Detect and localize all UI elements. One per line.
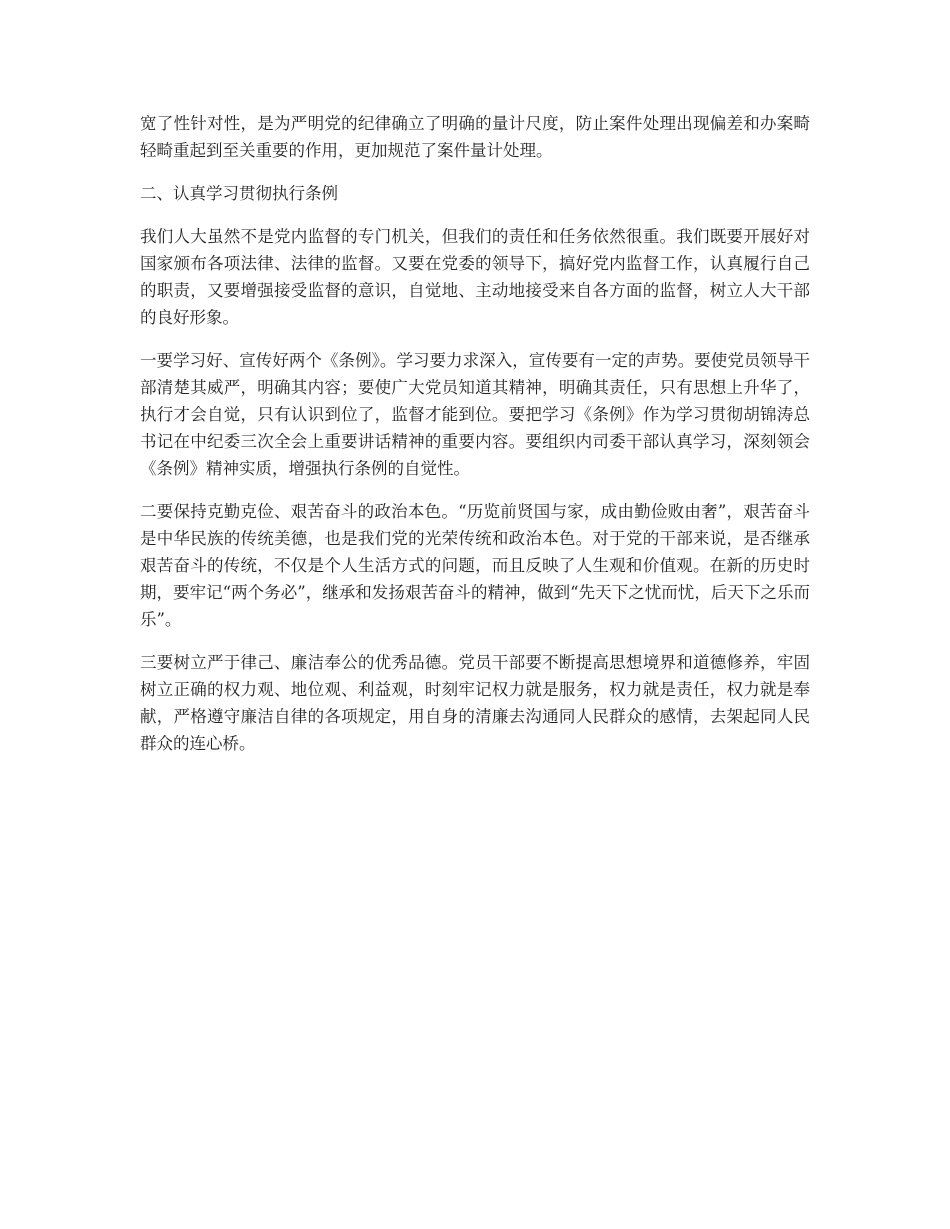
paragraph-continuation: 宽了性针对性，是为严明党的纪律确立了明确的量计尺度，防止案件处理出现偏差和办案畸轻畸重起到至关重要的作用，更加规范了案件量计处理。 bbox=[140, 114, 810, 160]
section-heading: 二、认真学习贯彻执行条例 bbox=[140, 184, 338, 203]
paragraph-intro: 我们人大虽然不是党内监督的专门机关，但我们的责任和任务依然很重。我们既要开展好对国家颁布各项法律、法律的监督。又要在党委的领导下，搞好党内监督工作，认真履行自己的职责，又要增强接受监督的意识，自觉地、主动地接受来自各方面的监督，树立人大干部的良好形象。 bbox=[140, 227, 810, 327]
paragraph-point-two: 二要保持克勤克俭、艰苦奋斗的政治本色。“历览前贤国与家，成由勤俭败由奢”，艰苦奋斗是中华民族的传统美德，也是我们党的光荣传统和政治本色。对于党的干部来说，是否继承艰苦奋斗的传统，不仅是个人生活方式的问题，而且反映了人生观和价值观。在新的历史时期，要牢记“两个务必”，继承和发扬艰苦奋斗的精神，做到“先天下之忧而忧，后天下之乐而乐”。 bbox=[140, 502, 810, 629]
paragraph-point-one: 一要学习好、宣传好两个《条例》。学习要力求深入，宣传要有一定的声势。要使党员领导干部清楚其威严，明确其内容；要使广大党员知道其精神，明确其责任，只有思想上升华了，执行才会自觉，只有认识到位了，监督才能到位。要把学习《条例》作为学习贯彻胡锦涛总书记在中纪委三次全会上重要讲话精神的重要内容。要组织内司委干部认真学习，深刻领会《条例》精神实质，增强执行条例的自觉性。 bbox=[140, 351, 810, 478]
paragraph-point-three: 三要树立严于律己、廉洁奉公的优秀品德。党员干部要不断提高思想境界和道德修养，牢固树立正确的权力观、地位观、利益观，时刻牢记权力就是服务，权力就是责任，权力就是奉献，严格遵守廉洁自律的各项规定，用自身的清廉去沟通同人民群众的感情，去架起同人民群众的连心桥。 bbox=[140, 653, 810, 753]
